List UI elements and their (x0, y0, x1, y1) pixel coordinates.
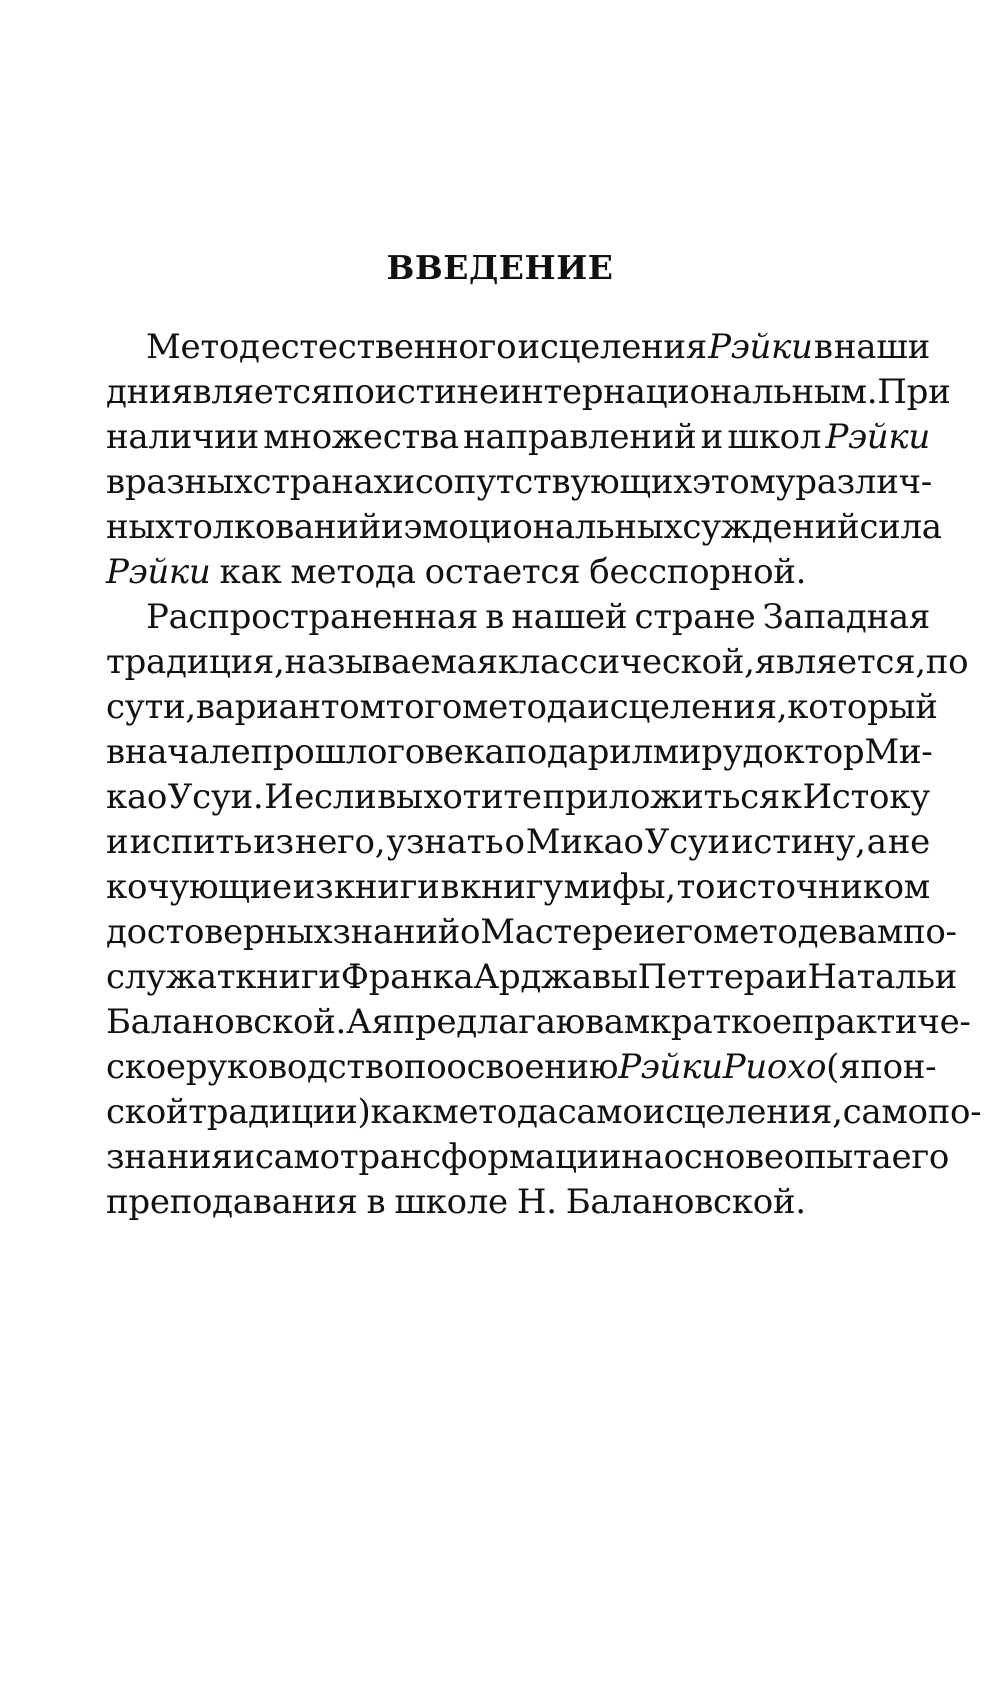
word: интернациональным. (498, 372, 878, 412)
word: традиция, (106, 642, 285, 682)
word: из (292, 867, 334, 907)
text-line (106, 460, 930, 505)
word: Усуи (644, 822, 730, 862)
italic-word: Риохо (722, 1047, 827, 1087)
word: кочующие (106, 867, 292, 907)
word: вам (584, 1002, 650, 1042)
word: в (813, 327, 833, 367)
word: толкований (174, 507, 381, 547)
word: школ (727, 417, 822, 457)
word: практиче- (791, 1002, 971, 1042)
word: ных (106, 507, 174, 547)
word: в (440, 867, 460, 907)
word: хотите (423, 777, 542, 817)
word: А (346, 1002, 372, 1042)
chapter-heading: ВВЕДЕНИЕ (386, 248, 614, 287)
word: различ- (795, 462, 932, 502)
paragraph (106, 325, 951, 595)
word: исцеления, (587, 687, 788, 727)
word: вариантом (195, 687, 386, 727)
text-line (106, 685, 938, 730)
word: ское (106, 1047, 186, 1087)
word: является (171, 372, 333, 412)
word: а (866, 822, 887, 862)
word: к (780, 777, 802, 817)
word: его (891, 1137, 950, 1177)
word: вы (377, 777, 423, 817)
word: в (106, 462, 125, 502)
word: то (676, 867, 716, 907)
word: Балановской. (565, 1182, 806, 1222)
word: остается (424, 552, 581, 592)
word: начале (124, 732, 251, 772)
word: разных (124, 462, 253, 502)
word: вам (838, 912, 904, 952)
text-line (106, 820, 930, 865)
word: направлений (463, 417, 697, 457)
word: служат (106, 957, 236, 997)
text-line (106, 865, 930, 910)
word: испить (129, 822, 253, 862)
word: который (787, 687, 938, 727)
word: века (424, 732, 505, 772)
word: не (887, 822, 930, 862)
word: основе (663, 1137, 784, 1177)
word: бесспорной. (589, 552, 807, 592)
word: знаний (332, 912, 461, 952)
word: того (385, 687, 462, 727)
body-text (106, 325, 982, 1225)
word: Петтера (637, 957, 785, 997)
word: в (485, 597, 505, 637)
word: и (381, 507, 404, 547)
word: традиции) (188, 1092, 371, 1132)
word: доктор (742, 732, 865, 772)
word: Балановской. (106, 1002, 347, 1042)
word: книги (235, 957, 341, 997)
text-line (106, 1045, 937, 1090)
word: сила (859, 507, 942, 547)
word: источником (715, 867, 930, 907)
text-line (106, 595, 930, 640)
word: о (504, 822, 525, 862)
word: его (655, 912, 713, 952)
word: истину, (731, 822, 866, 862)
word: и (700, 417, 724, 457)
word: о (460, 912, 481, 952)
word: стране (634, 597, 756, 637)
word: суждений (682, 507, 860, 547)
word: и (633, 912, 656, 952)
word: книги (333, 867, 440, 907)
word: поистине (332, 372, 499, 412)
word: Н. (516, 1182, 557, 1222)
paragraph (106, 595, 982, 1225)
word: и (784, 957, 808, 997)
word: книгу (459, 867, 563, 907)
word: предлагаю (392, 1002, 585, 1042)
word: множества (263, 417, 459, 457)
word: мифы, (563, 867, 676, 907)
word: миру (652, 732, 743, 772)
word: При (877, 372, 951, 412)
word: опыта (783, 1137, 892, 1177)
word: и (106, 822, 129, 862)
word: прошлого (250, 732, 425, 772)
word: узнать (386, 822, 504, 862)
word: эмоциональных (403, 507, 683, 547)
word: Мастере (480, 912, 634, 952)
word: Натальи (807, 957, 958, 997)
text-line (106, 1000, 971, 1045)
word: Франка (340, 957, 474, 997)
word: наличии (106, 417, 259, 457)
text-line (106, 1180, 930, 1225)
word: естественного (260, 327, 517, 367)
word: самотрансформации (254, 1137, 622, 1177)
word: Истоку (802, 777, 930, 817)
text-line (106, 415, 930, 460)
word: по (403, 1047, 447, 1087)
word: по (925, 642, 969, 682)
word: на (621, 1137, 664, 1177)
word: в (366, 1182, 386, 1222)
word: является, (754, 642, 926, 682)
word: И (264, 777, 294, 817)
text-line (106, 730, 933, 775)
word: сути, (106, 687, 196, 727)
word: методе (712, 912, 839, 952)
word: Ми- (864, 732, 933, 772)
word: школе (394, 1182, 508, 1222)
word: самопо- (842, 1092, 982, 1132)
word: (япон- (826, 1047, 937, 1087)
word: дни (106, 372, 172, 412)
word: наши (833, 327, 930, 367)
text-line (106, 910, 957, 955)
word: ской (106, 1092, 189, 1132)
word: подарил (504, 732, 653, 772)
word: самоисцеления, (557, 1092, 843, 1132)
word: освоению (446, 1047, 619, 1087)
word: называемая (284, 642, 498, 682)
word: странах (252, 462, 393, 502)
text-line (106, 955, 958, 1000)
text-line (106, 505, 942, 550)
word: и (392, 462, 415, 502)
word: знания (106, 1137, 233, 1177)
text-line (106, 1090, 982, 1135)
word: если (294, 777, 377, 817)
word: метода (290, 552, 416, 592)
word: Арджавы (473, 957, 638, 997)
word: Усуи. (167, 777, 264, 817)
word: Западная (762, 597, 930, 637)
word: сопутствующих (414, 462, 692, 502)
italic-word: Рэйки (708, 327, 813, 367)
word: метода (432, 1092, 558, 1132)
word: исцеления (517, 327, 707, 367)
word: в (106, 732, 125, 772)
word: этому (691, 462, 796, 502)
word: краткое (649, 1002, 792, 1042)
word: Микао (525, 822, 644, 862)
word: Распространенная (146, 597, 478, 637)
italic-word: Рэйки (618, 1047, 723, 1087)
italic-word: Рэйки (106, 552, 211, 592)
text-line (106, 550, 930, 595)
text-line (106, 370, 951, 415)
word: руководство (185, 1047, 404, 1087)
text-line (106, 325, 930, 370)
word: и (232, 1137, 255, 1177)
word: по- (903, 912, 957, 952)
word: как (219, 552, 282, 592)
word: достоверных (106, 912, 333, 952)
word: приложиться (542, 777, 781, 817)
text-line (106, 640, 969, 685)
word: него, (294, 822, 386, 862)
word: из (253, 822, 294, 862)
word: Метод (146, 327, 260, 367)
word: как (370, 1092, 433, 1132)
word: нашей (511, 597, 628, 637)
text-line (106, 775, 930, 820)
word: преподавания (106, 1182, 358, 1222)
word: као (106, 777, 168, 817)
text-line (106, 1135, 950, 1180)
word: я (371, 1002, 393, 1042)
word: метода (462, 687, 588, 727)
italic-word: Рэйки (825, 417, 930, 457)
word: классической, (497, 642, 755, 682)
